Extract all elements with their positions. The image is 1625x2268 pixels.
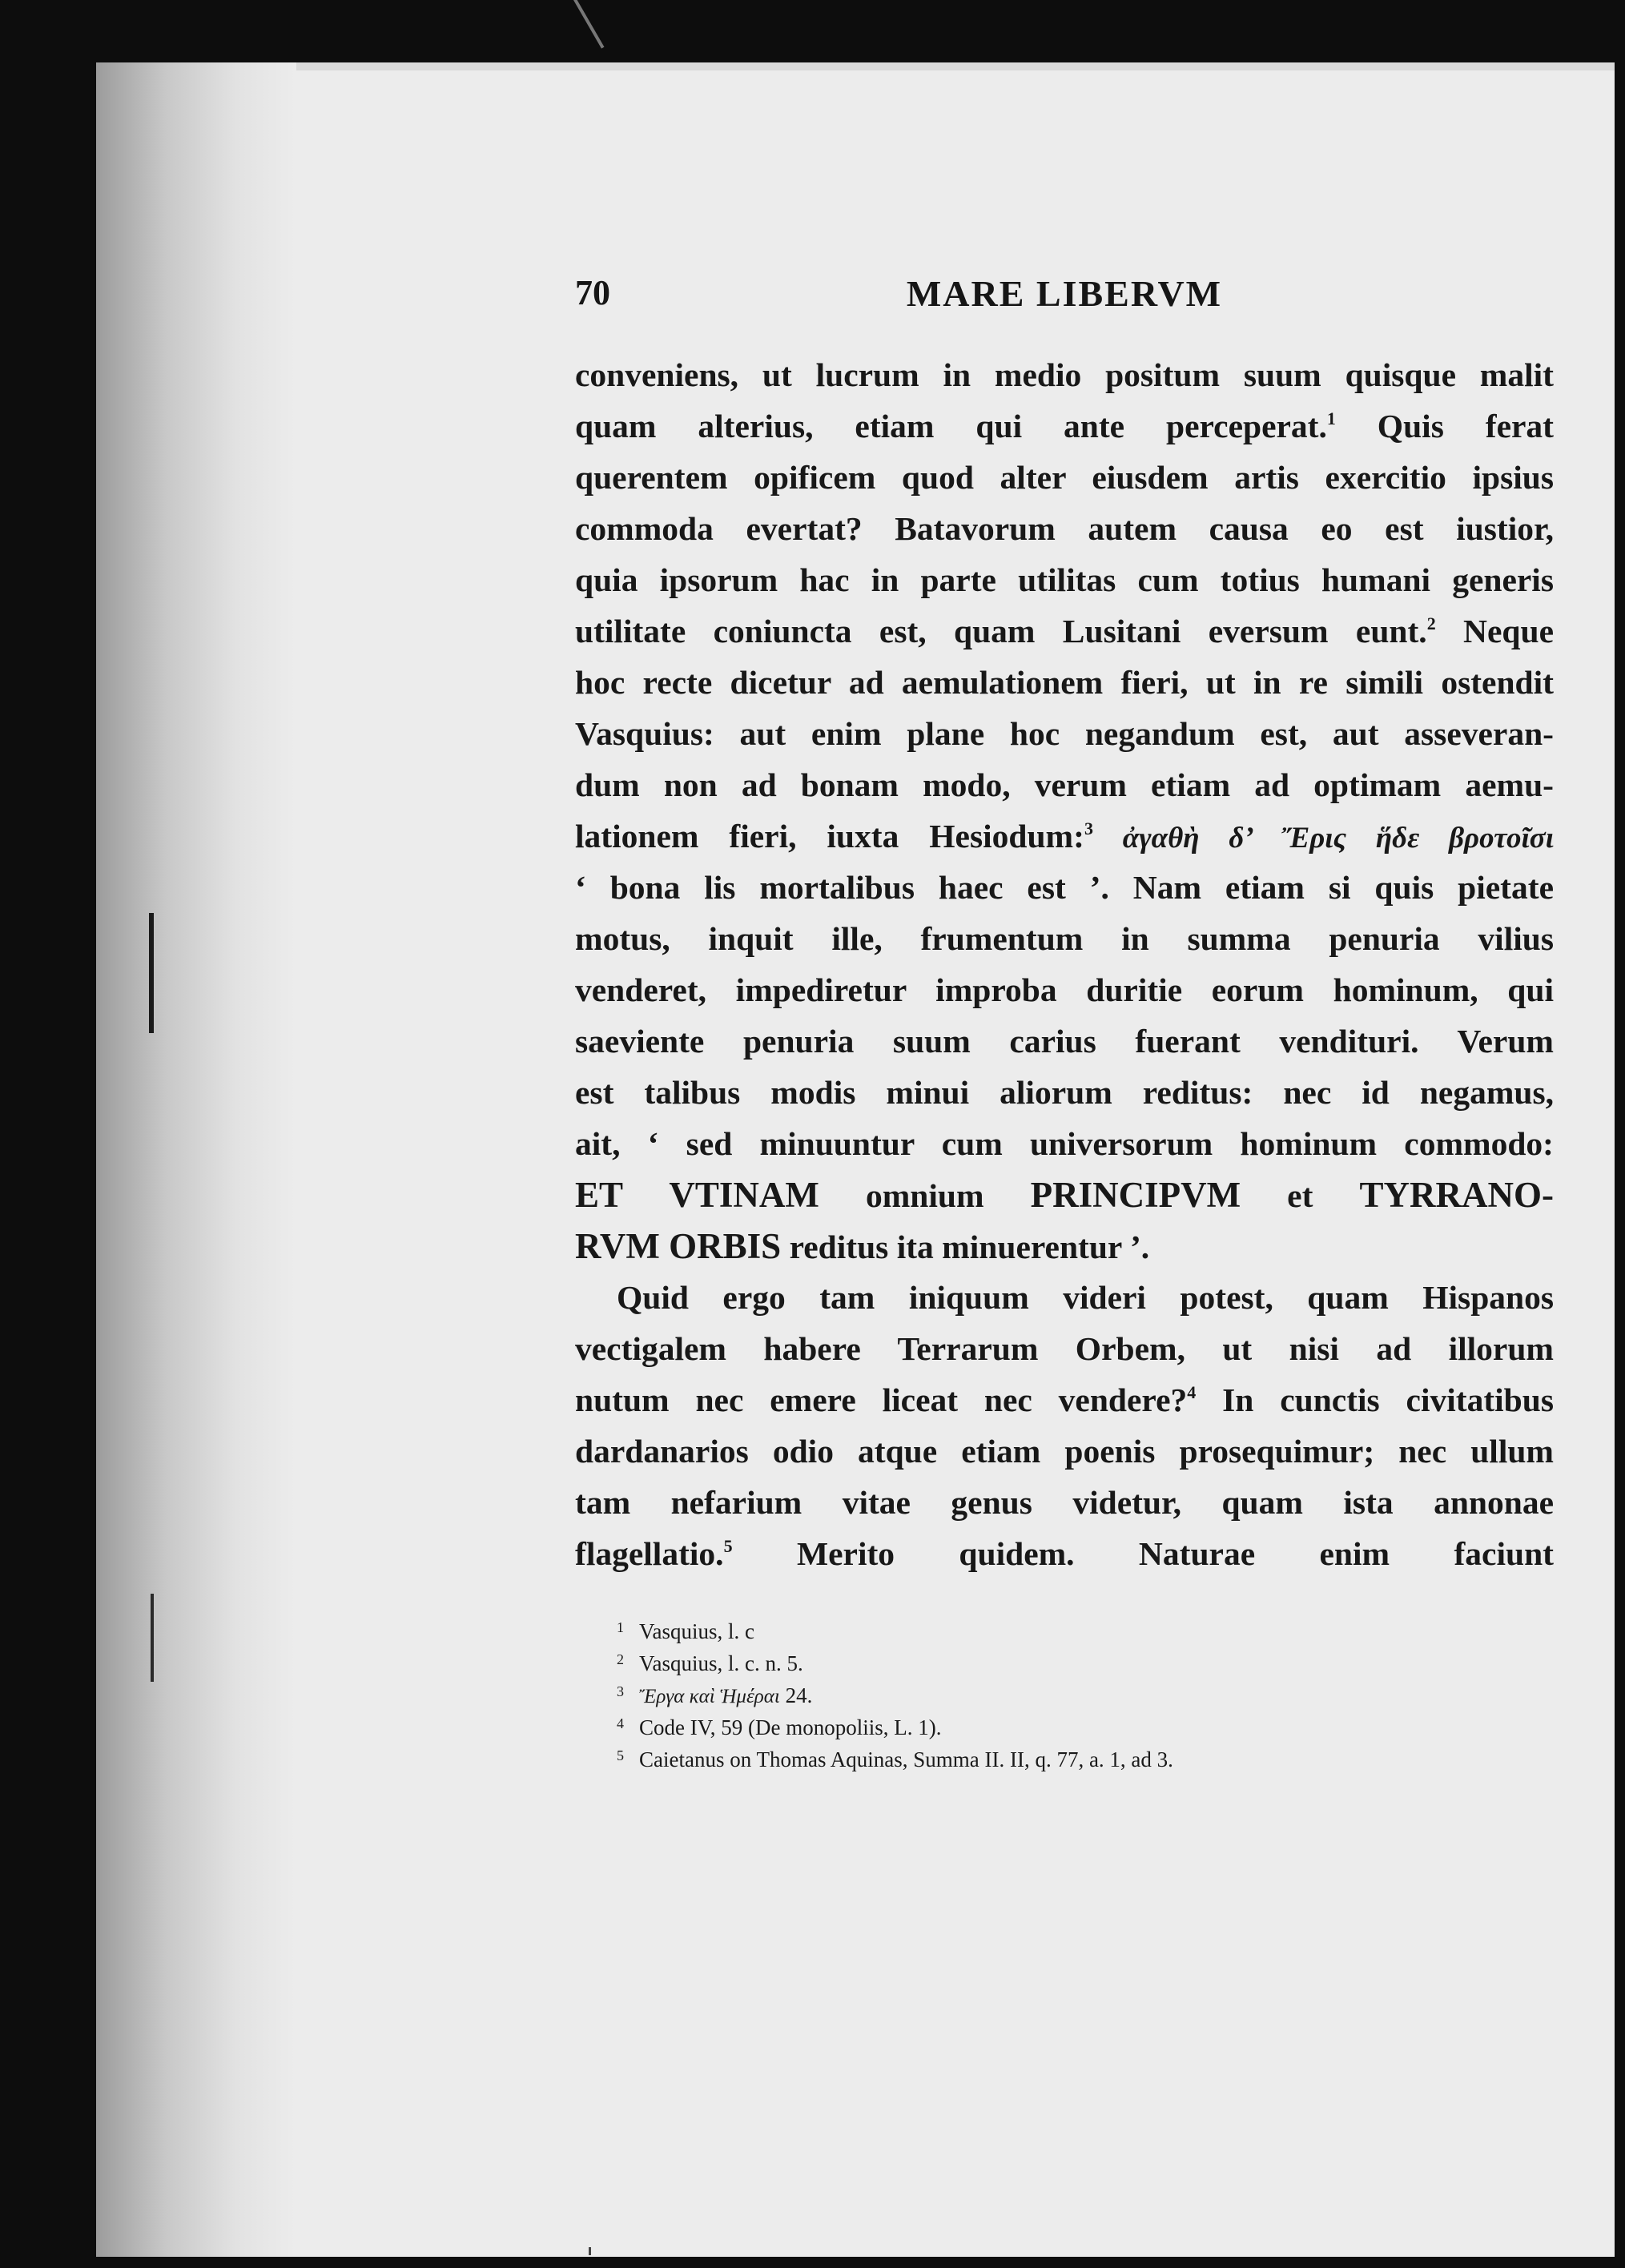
footnote: 5 Caietanus on Thomas Aquinas, Summa II. II, q. 77, a. 1, ad 3. bbox=[617, 1747, 1173, 1771]
text-line: hoc recte dicetur ad aemulationem fieri, ut in re simili ostendit bbox=[575, 664, 1554, 701]
text-line: saeviente penuria suum carius fuerant vendituri. Verum bbox=[575, 1023, 1554, 1060]
text-line: vectigalem habere Terrarum Orbem, ut nisi ad illorum bbox=[575, 1330, 1554, 1367]
text-line: querentem opificem quod alter eiusdem artis exercitio ipsius bbox=[575, 459, 1554, 496]
text-line: dardanarios odio atque etiam poenis prosequimur; nec ullum bbox=[575, 1433, 1554, 1470]
footnote-ref: 1 bbox=[1326, 408, 1336, 428]
page-number: 70 bbox=[575, 273, 610, 312]
text-line: ET VTINAM omnium PRINCIPVM et TYRRANO- bbox=[575, 1175, 1554, 1215]
scan-speck bbox=[589, 2247, 591, 2255]
text-line: conveniens, ut lucrum in medio positum suum quisque malit bbox=[575, 356, 1554, 393]
text-line: utilitate coniuncta est, quam Lusitani eversum eunt.$^2$ Neque bbox=[575, 613, 1554, 649]
footnote-ref: 5 bbox=[723, 1536, 733, 1556]
footnote: 2 Vasquius, l. c. n. 5. bbox=[617, 1651, 803, 1675]
greek-quote: ἀγαθὴ δ’ Ἔρις ἥδε βροτοῖσι bbox=[1092, 822, 1554, 855]
footnote-ref: 4 bbox=[1187, 1382, 1197, 1402]
text-line: motus, inquit ille, frumentum in summa penuria vilius bbox=[575, 920, 1554, 957]
footnote-ref: 3 bbox=[1084, 818, 1093, 838]
text-line: tam nefarium vitae genus videtur, quam ista annonae bbox=[575, 1484, 1554, 1521]
running-head: MARE LIBERVM bbox=[906, 273, 1223, 314]
text-line: est talibus modis minui aliorum reditus: nec id negamus, bbox=[575, 1074, 1554, 1111]
text-line: lationem fieri, iuxta Hesiodum:$^3$ ἀγαθὴ δ’ Ἔρις ἥδε βροτοῖσι bbox=[575, 818, 1554, 855]
footnote-ref: 2 bbox=[1426, 613, 1436, 633]
text-line: commoda evertat? Batavorum autem causa eo est iustior, bbox=[575, 510, 1554, 547]
text-line: Vasquius: aut enim plane hoc negandum est, aut asseveran- bbox=[575, 715, 1554, 752]
text-line: Quid ergo tam iniquum videri potest, quam Hispanos bbox=[617, 1279, 1554, 1316]
text-line: quam alterius, etiam qui ante perceperat.$^1$ Quis ferat bbox=[575, 408, 1554, 444]
scan-corner-mark bbox=[573, 0, 604, 49]
text-line: dum non ad bonam modo, verum etiam ad optimam aemu- bbox=[575, 766, 1554, 803]
footnote: 1 Vasquius, l. c bbox=[617, 1619, 754, 1643]
spine-mark bbox=[149, 913, 154, 1033]
footnotes bbox=[617, 1611, 1538, 1771]
text-line: nutum nec emere liceat nec vendere?$^4$ In cunctis civitatibus bbox=[575, 1381, 1554, 1418]
text-line: venderet, impediretur improba duritie eorum hominum, qui bbox=[575, 971, 1554, 1008]
page-top-edge bbox=[296, 62, 1615, 70]
edge-mark bbox=[151, 1594, 154, 1682]
page-header bbox=[575, 272, 1554, 320]
text-line: RVM ORBIS reditus ita minuerentur ’. bbox=[575, 1226, 1150, 1266]
footnote: 4 Code IV, 59 (De monopoliis, L. 1). bbox=[617, 1715, 942, 1739]
footnote: 3 Ἔργα καὶ Ἡμέραι 24. bbox=[617, 1683, 813, 1707]
page-gutter-shadow bbox=[96, 62, 296, 2257]
text-line: ait, ‘ sed minuuntur cum universorum hominum commodo: bbox=[575, 1125, 1554, 1162]
text-line: flagellatio.$^5$ Merito quidem. Naturae enim faciunt bbox=[575, 1535, 1554, 1572]
body-text bbox=[575, 349, 1554, 1579]
text-line: ‘ bona lis mortalibus haec est ’. Nam etiam si quis pietate bbox=[575, 869, 1554, 906]
text-line: quia ipsorum hac in parte utilitas cum totius humani generis bbox=[575, 561, 1554, 598]
